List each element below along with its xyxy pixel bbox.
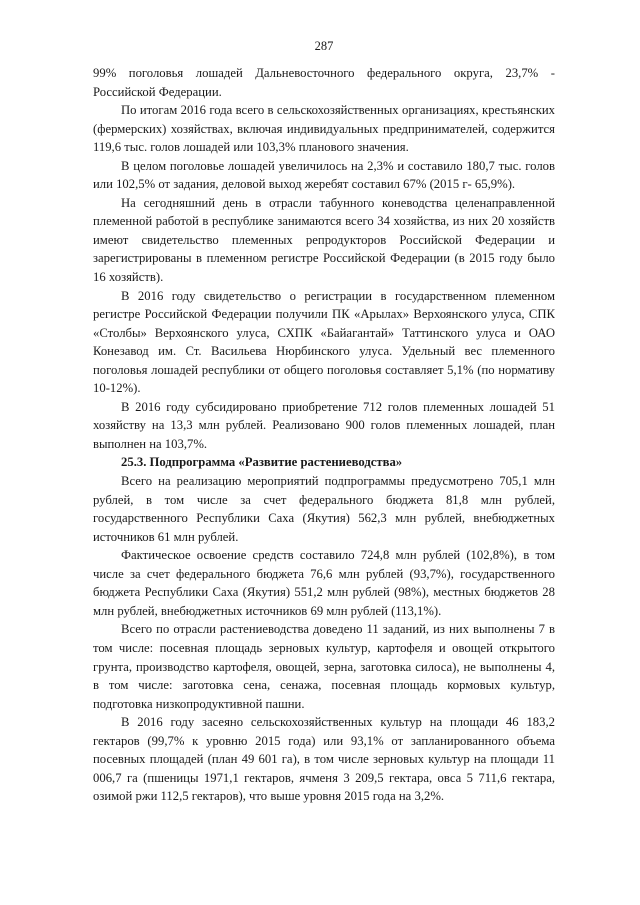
section-heading: 25.3. Подпрограмма «Развитие растениеводства» xyxy=(121,455,403,470)
document-page xyxy=(93,0,555,905)
paragraph-horses-increase: В целом поголовье лошадей увеличилось на 2,3% и составило 180,7 тыс. голов или 102,5% от задания, деловой выход жеребят составил 67% (2015 г- 65,9%). xyxy=(93,158,555,192)
paragraph-sown-area: В 2016 году засеяно сельскохозяйственных культур на площади 46 183,2 гектаров (99,7% к уровню 2015 года) или 93,1% от запланированного объема посевных площадей (план 49 601 га), в том числе зерновых культур на площади 11 006,7 га (пшеницы 1971,1 гектаров, ячменя 3 209,5 гектара, овса 5 711,6 гектара, озимой ржи 112,5 гектаров), что выше уровня 2015 года на 3,2%. xyxy=(93,715,555,804)
page-number: 287 xyxy=(314,39,334,53)
paragraph-funding-actual: Фактическое освоение средств составило 724,8 млн рублей (102,8%), в том числе за счет федерального бюджета 76,6 млн рублей (93,7%), государственного бюджета Республики Саха (Якутия) 551,2 млн рублей (98%), местных бюджетов 28 млн рублей, внебюджетных источников 69 млн рублей (113,1%). xyxy=(93,548,555,618)
paragraph-registry: В 2016 году свидетельство о регистрации в государственном племенном регистре Российской Федерации получили ПК «Арылах» Верхоянского улуса, СПК «Столбы» Верхоянского улуса, СХПК «Байагантай» Таттинского улуса и ОАО Конезавод им. Ст. Васильева Нюрбинского улуса. Удельный вес племенного поголовья лошадей республики от общего поголовья составляет 5,1% (по нормативу 10-12%). xyxy=(93,288,555,396)
document-body xyxy=(93,64,555,806)
paragraph-tasks: Всего по отрасли растениеводства доведено 11 заданий, из них выполнены 7 в том числе: посевная площадь зерновых культур, картофеля и овощей открытого грунта, производство картофеля, овощей, зерна, заготовка силоса), не выполнены 4, в том числе: заготовка сена, сенажа, посевная площадь кормовых культур, подготовка низкопродуктивной пашни. xyxy=(93,622,555,711)
paragraph-horses-total: По итогам 2016 года всего в сельскохозяйственных организациях, крестьянских (фермерских) хозяйствах, включая индивидуальных предпринимателей, содержится 119,6 тыс. голов лошадей или 103,3% планового значения. xyxy=(93,103,555,155)
paragraph-breeding-farms: На сегодняшний день в отрасли табунного коневодства целенаправленной племенной работой в республике занимаются всего 34 хозяйства, из них 20 хозяйств имеют свидетельство племенных репродукторов Российской Федерации и зарегистрированы в племенном регистре Российской Федерации (в 2015 году было 16 хозяйств). xyxy=(93,195,555,285)
paragraph-subsidy: В 2016 году субсидировано приобретение 712 голов племенных лошадей 51 хозяйству на 13,3 млн рублей. Реализовано 900 голов племенных лошадей, план выполнен на 103,7%. xyxy=(93,399,555,451)
paragraph-continuation: 99% поголовья лошадей Дальневосточного федерального округа, 23,7% - Российской Федерации. xyxy=(93,66,555,99)
paragraph-funding-planned: Всего на реализацию мероприятий подпрограммы предусмотрено 705,1 млн рублей, в том числе за счет федерального бюджета 81,8 млн рублей, государственного Республики Саха (Якутия) 562,3 млн рублей, внебюджетных источников 61 млн рублей. xyxy=(93,474,555,544)
